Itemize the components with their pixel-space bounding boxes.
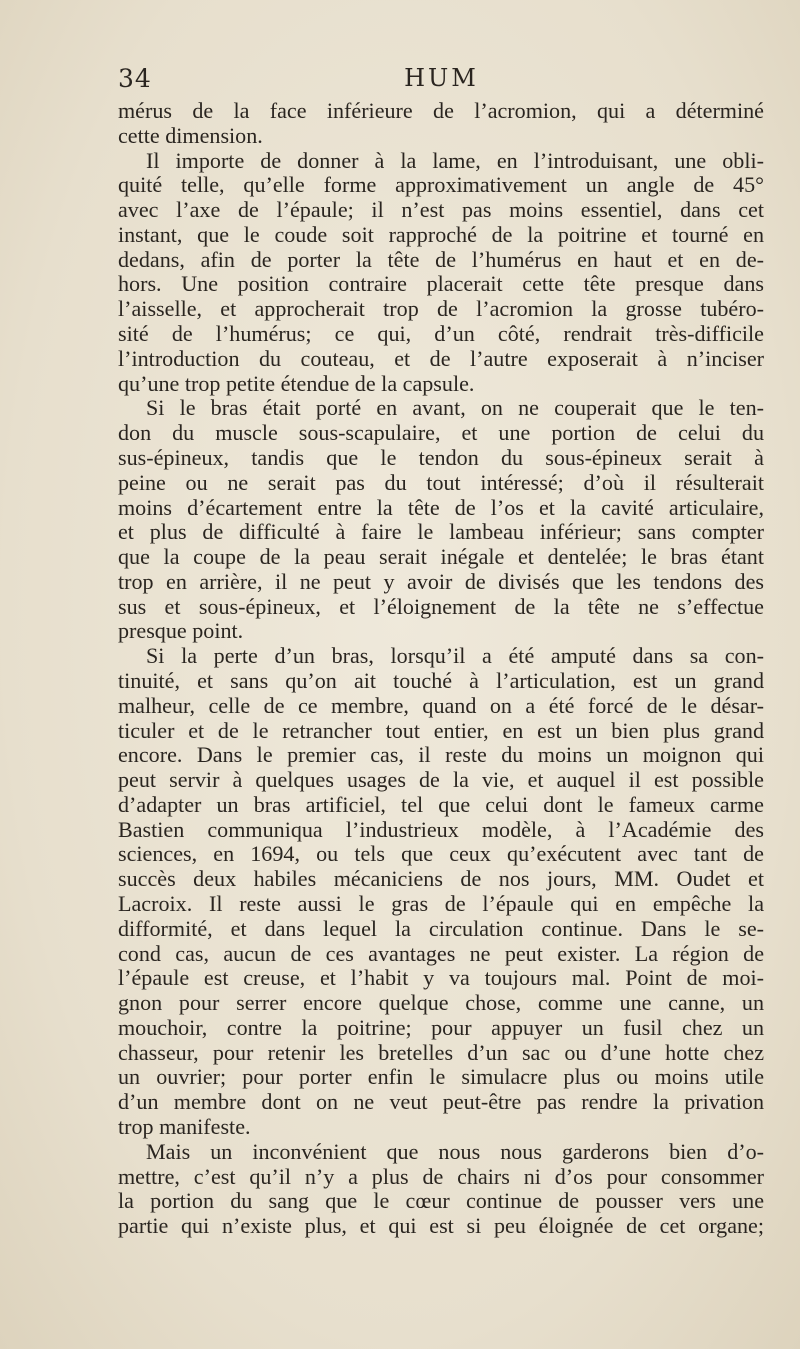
text-line: dedans, afin de porter la tête de l’humérus en haut et en de- — [118, 246, 764, 272]
text-line: que la coupe de la peau serait inégale et dentelée; le bras étant — [118, 544, 764, 570]
text-line: d’un membre dont on ne veut peut-être pas rendre la privation — [118, 1089, 764, 1115]
text-line: don du muscle sous-scapulaire, et une portion de celui du — [118, 420, 764, 446]
text-line: mettre, c’est qu’il n’y a plus de chairs ni d’os pour consommer — [118, 1163, 764, 1189]
text-line: mérus de la face inférieure de l’acromion, qui a déterminé — [118, 98, 764, 123]
text-line: malheur, celle de ce membre, quand on a été forcé de le désar- — [118, 692, 764, 718]
text-line: chasseur, pour retenir les bretelles d’un sac ou d’une hotte chez — [118, 1039, 764, 1065]
text-line: Si le bras était porté en avant, on ne couperait que le ten- — [146, 395, 764, 421]
text-line: sus-épineux, tandis que le tendon du sous-épineux serait à — [118, 444, 764, 470]
text-line: moins d’écartement entre la tête de l’os et la cavité articulaire, — [118, 494, 764, 520]
text-line: la portion du sang que le cœur continue de pousser vers une — [118, 1188, 764, 1214]
text-line: partie qui n’existe plus, et qui est si peu éloignée de cet organe; — [118, 1213, 764, 1239]
text-line: trop en arrière, il ne peut y avoir de divisés que les tendons des — [118, 568, 764, 594]
text-line: l’aisselle, et approcherait trop de l’acromion la grosse tubéro- — [118, 296, 764, 322]
text-line: cond cas, aucun de ces avantages ne peut exister. La région de — [118, 940, 764, 966]
text-line: tinuité, et sans qu’on ait touché à l’articulation, est un grand — [118, 667, 764, 693]
running-head — [118, 64, 765, 98]
text-line: succès deux habiles mécaniciens de nos jours, MM. Oudet et — [118, 866, 764, 892]
text-line: Lacroix. Il reste aussi le gras de l’épaule qui en empêche la — [118, 891, 764, 916]
text-line: l’épaule est creuse, et l’habit y va toujours mal. Point de moi- — [118, 965, 764, 991]
text-line: presque point. — [118, 618, 244, 644]
text-line: quité telle, qu’elle forme approximativement un angle de 45° — [118, 172, 764, 198]
text-line: peut servir à quelques usages de la vie, et auquel il est possible — [118, 767, 764, 793]
text-line: d’adapter un bras artificiel, tel que celui dont le fameux carme — [118, 791, 764, 817]
text-line: Si la perte d’un bras, lorsqu’il a été amputé dans sa con- — [146, 643, 764, 669]
text-line: Il importe de donner à la lame, en l’introduisant, une obli- — [146, 147, 764, 173]
text-line: hors. Une position contraire placerait cette tête presque dans — [118, 271, 764, 297]
text-line: gnon pour serrer encore quelque chose, comme une canne, un — [118, 990, 764, 1016]
text-line: instant, que le coude soit rapproché de la poitrine et tourné en — [118, 221, 764, 247]
text-line: cette dimension. — [118, 122, 263, 148]
text-line: l’introduction du couteau, et de l’autre exposerait à n’inciser — [118, 345, 764, 371]
text-line: encore. Dans le premier cas, il reste du moins un moignon qui — [118, 742, 764, 768]
text-line: Mais un inconvénient que nous nous garderons bien d’o- — [146, 1138, 764, 1164]
text-line: sité de l’humérus; ce qui, d’un côté, rendrait très-difficile — [118, 321, 764, 347]
text-line: sus et sous-épineux, et l’éloignement de la tête ne s’effectue — [118, 593, 764, 619]
text-line: un ouvrier; pour porter enfin le simulacre plus ou moins utile — [118, 1064, 764, 1090]
text-line: et plus de difficulté à faire le lambeau inférieur; sans compter — [118, 519, 764, 545]
body-text — [118, 99, 764, 1239]
page-number: 34 — [118, 64, 152, 93]
text-line: difformité, et dans lequel la circulation continue. Dans le se- — [118, 915, 764, 941]
text-line: mouchoir, contre la poitrine; pour appuyer un fusil chez un — [118, 1014, 764, 1040]
text-line: avec l’axe de l’épaule; il n’est pas moins essentiel, dans cet — [118, 197, 764, 223]
text-line: peine ou ne serait pas du tout intéressé; d’où il résulterait — [118, 469, 764, 495]
text-line: sciences, en 1694, ou tels que ceux qu’exécutent avec tant de — [118, 841, 764, 867]
text-line: qu’une trop petite étendue de la capsule. — [118, 370, 475, 396]
text-line: ticuler et de le retrancher tout entier, en est un bien plus grand — [118, 717, 764, 743]
text-line: Bastien communiqua l’industrieux modèle, à l’Académie des — [118, 816, 764, 842]
text-line: trop manifeste. — [118, 1114, 251, 1140]
section-title: HUM — [404, 64, 479, 92]
